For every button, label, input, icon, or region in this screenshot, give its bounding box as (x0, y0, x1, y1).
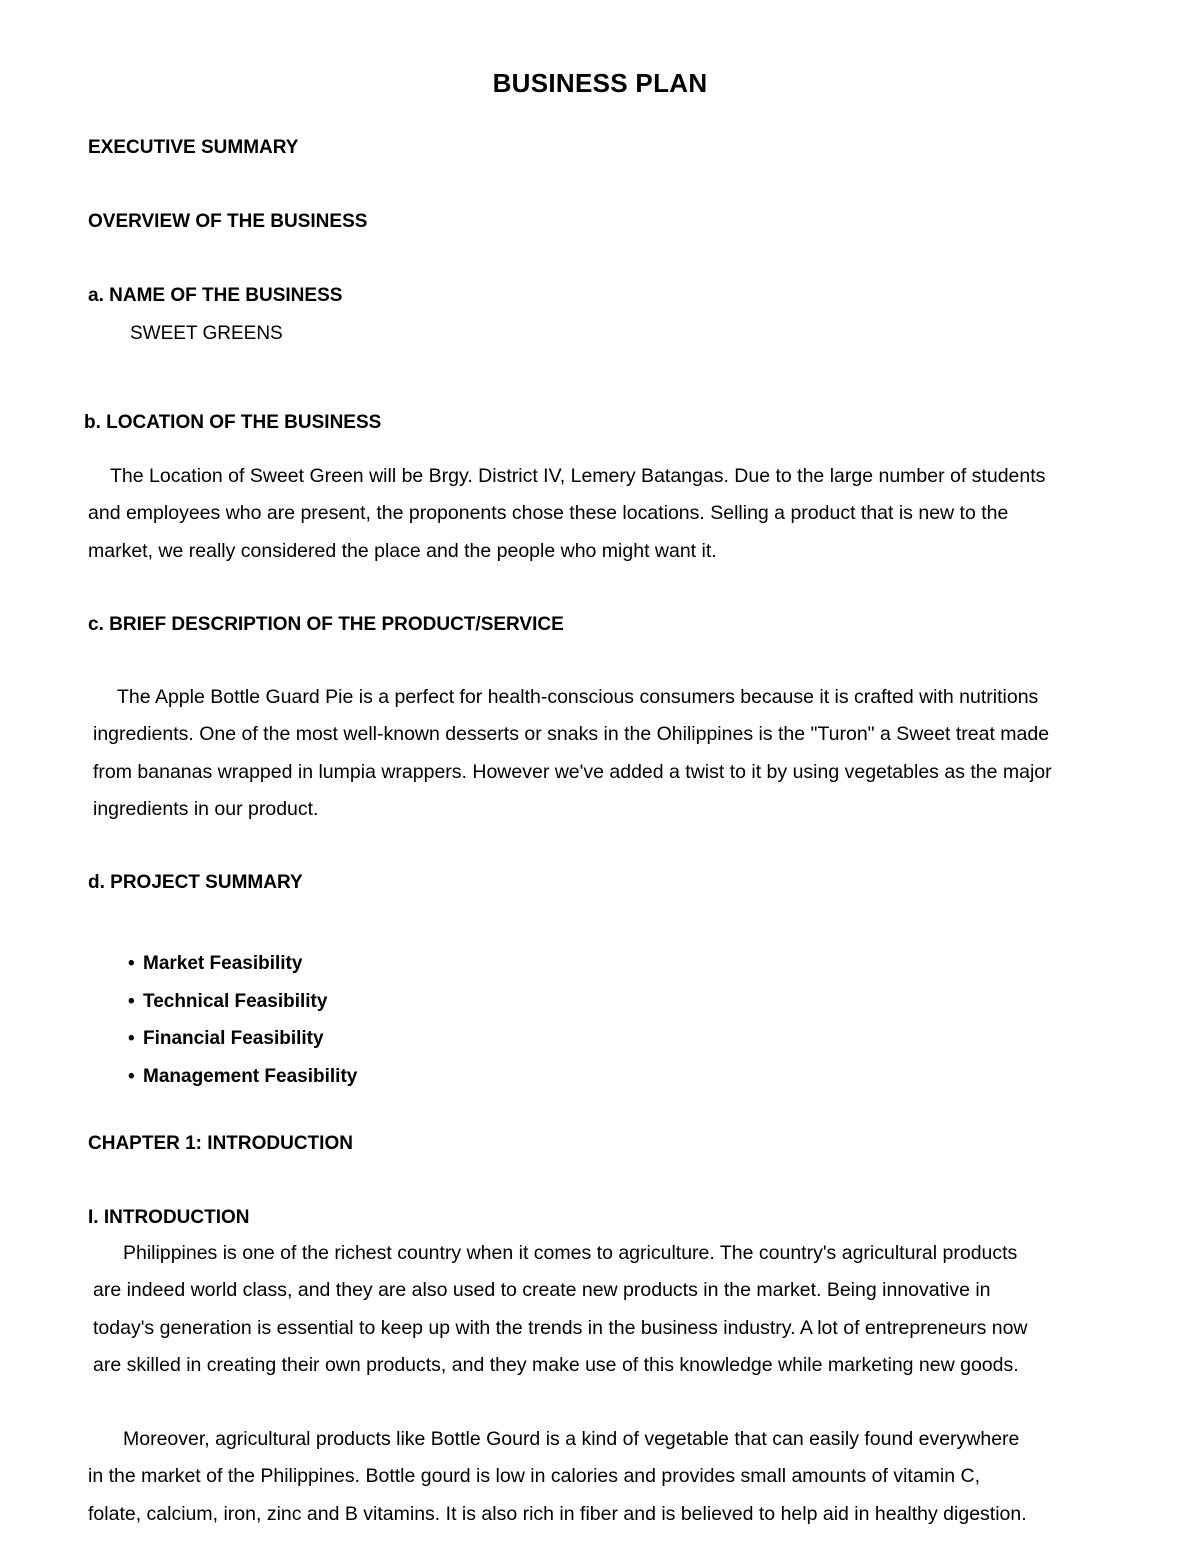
paragraph-line: today's generation is essential to keep up with the trends in the business industry. A lot of entrepreneurs now (93, 1316, 1028, 1339)
paragraph-line: The Location of Sweet Green will be Brgy. District IV, Lemery Batangas. Due to the large number of students (110, 465, 1046, 487)
paragraph-line: Philippines is one of the richest country when it comes to agriculture. The country's agricultural products (123, 1242, 1018, 1264)
bullet-icon: • (128, 1028, 135, 1049)
list-item-label: Technical Feasibility (143, 990, 328, 1012)
paragraph-line: in the market of the Philippines. Bottle gourd is low in calories and provides small amounts of vitamin C, (88, 1465, 981, 1488)
paragraph-line: and employees who are present, the proponents chose these locations. Selling a product that is new to the (88, 502, 1009, 525)
bullet-icon: • (128, 1065, 135, 1087)
introduction-heading: I. INTRODUCTION (88, 1207, 250, 1228)
bullet-icon: • (128, 990, 135, 1012)
chapter-1-heading: CHAPTER 1: INTRODUCTION (88, 1133, 353, 1154)
paragraph-line: ingredients in our product. (93, 797, 319, 820)
project-summary-list (128, 945, 357, 1095)
bullet-icon: • (128, 953, 135, 974)
overview-heading: OVERVIEW OF THE BUSINESS (88, 211, 368, 232)
list-item-label: Management Feasibility (143, 1065, 358, 1087)
paragraph-line: are indeed world class, and they are also used to create new products in the market. Being innovative in (93, 1279, 991, 1302)
location-paragraph (88, 458, 1045, 570)
paragraph-line: The Apple Bottle Guard Pie is a perfect for health-conscious consumers because it is crafted with nutritions (117, 686, 1039, 708)
introduction-paragraph-1 (93, 1235, 1028, 1384)
paragraph-line: folate, calcium, iron, zinc and B vitamins. It is also rich in fiber and is believed to help aid in healthy digestion. (88, 1502, 1027, 1525)
paragraph-line: market, we really considered the place and the people who might want it. (88, 539, 717, 562)
paragraph-line: Moreover, agricultural products like Bottle Gourd is a kind of vegetable that can easily found everywhere (123, 1428, 1020, 1450)
list-item-label: Financial Feasibility (143, 1028, 324, 1049)
section-b-heading: b. LOCATION OF THE BUSINESS (84, 412, 382, 433)
paragraph-line: ingredients. One of the most well-known desserts or snaks in the Ohilippines is the "Turon" a Sweet treat made (93, 723, 1050, 746)
list-item (128, 1020, 357, 1058)
list-item-label: Market Feasibility (143, 953, 303, 974)
list-item (128, 1058, 357, 1096)
document-title: BUSINESS PLAN (492, 68, 708, 98)
list-item (128, 945, 357, 983)
section-d-heading: d. PROJECT SUMMARY (88, 872, 303, 893)
executive-summary-heading: EXECUTIVE SUMMARY (88, 137, 299, 158)
introduction-paragraph-2 (88, 1421, 1027, 1533)
product-description-paragraph (93, 679, 1052, 828)
paragraph-line: are skilled in creating their own products, and they make use of this knowledge while marketing new goods. (93, 1353, 1019, 1376)
paragraph-line: from bananas wrapped in lumpia wrappers. However we've added a twist to it by using vegetables as the major (93, 760, 1052, 783)
section-a-heading: a. NAME OF THE BUSINESS (88, 285, 343, 306)
section-c-heading: c. BRIEF DESCRIPTION OF THE PRODUCT/SERVICE (88, 614, 564, 635)
business-name: SWEET GREENS (130, 323, 283, 344)
list-item (128, 983, 357, 1021)
